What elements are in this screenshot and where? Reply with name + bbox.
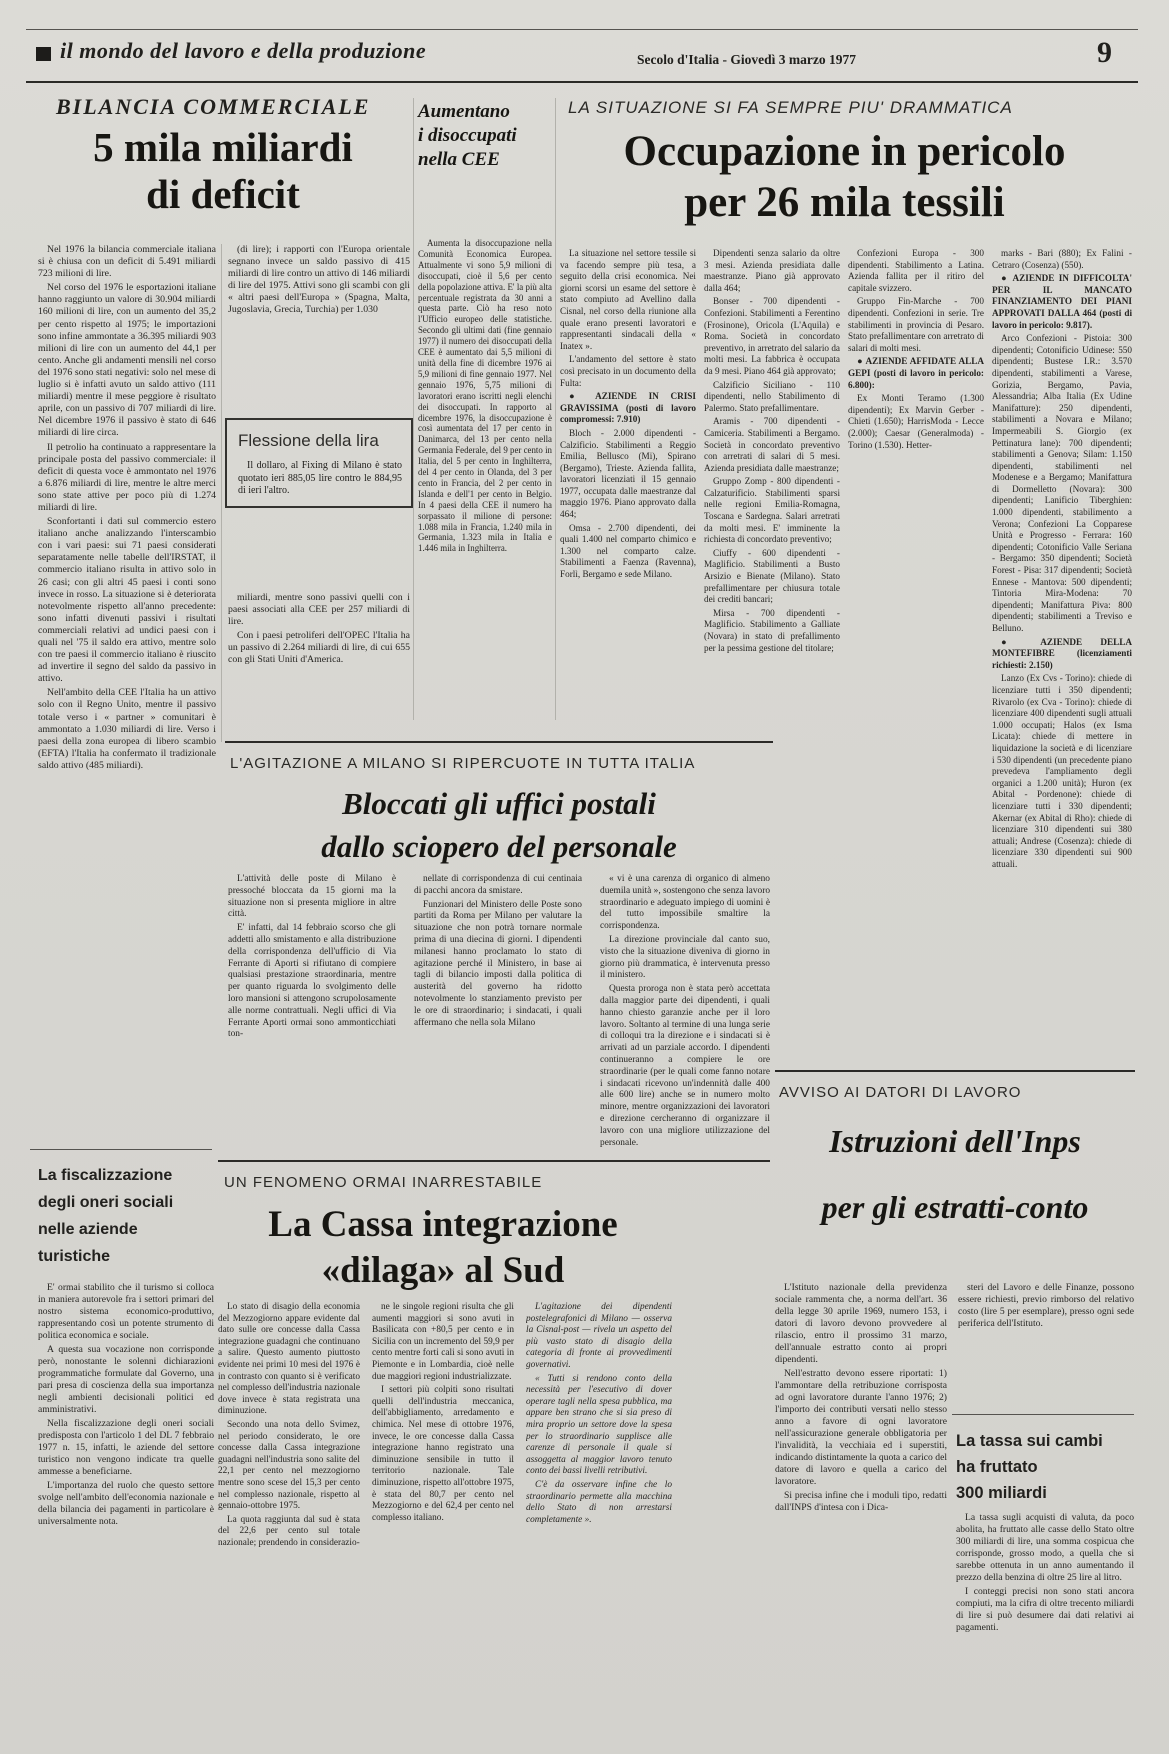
headline-line: degli oneri sociali (38, 1194, 174, 1211)
headline-line: Occupazione in pericolo (623, 128, 1066, 175)
paragraph: A questa sua vocazione non corrisponde però, nonostante le solenni dichiarazioni programmatiche formulate dal Governo, una pari presa di coscienza della sua importanza negli ambienti decisionali politici ed amministrativi. (38, 1344, 214, 1415)
headline-line: Bloccati gli uffici postali (342, 786, 656, 821)
text-column (600, 874, 770, 1162)
currency-box (225, 418, 413, 508)
kicker: UN FENOMENO ORMAI INARRESTABILE (224, 1174, 543, 1191)
paragraph: E' ormai stabilito che il turismo si colloca in maniera autorevole fra i settori primari del nostro sistema economico-produttivo, rappresentando così un potente strumento di politica economica e sociale. (38, 1282, 214, 1341)
headline-line: Istruzioni dell'Inps (829, 1123, 1081, 1159)
paragraph: Lanzo (Ex Cvs - Torino): chiede di licenziare tutti i 350 dipendenti; Rivarolo (ex Cva - Torino): chiede di licenziare 400 dipendenti sugli attuali 1.000 occupati; Halos (ex Isma Licata): chiede di mettere in liquidazione la società e di licenziare i 530 dipendenti (un precedente piano prevedeva l'ampliamento degli organici a 1.200 unità); Huron (ex Abital - Pordenone): chiede di licenziare tutti i 330 dipendenti; Akernar (ex Abital di Rho): chiede di licenziare 310 dipendenti sui 380 attuali; Andrese (Cosenza): chiede di licenziare 330 dipendenti sui 900 attuali. (992, 673, 1132, 869)
paragraph: Nella fiscalizzazione degli oneri sociali predisposta con l'articolo 1 del DL 7 febbraio 1977 n. 15, infatti, le aziende del settore turistico non vengono indicate tra quelle ammesse a beneficiarne. (38, 1418, 214, 1477)
column-divider (221, 244, 222, 742)
paragraph: I conteggi precisi non sono stati ancora compiuti, ma la cifra di oltre trecento miliardi di lire si può desumere dai dati relativi ai pagamenti. (956, 1586, 1134, 1633)
headline-line: 5 mila miliardi (93, 124, 353, 170)
paragraph: Funzionari del Ministero delle Poste sono partiti da Roma per Milano per valutare la situazione che non potrà tornare normale prima di una diecina di giorni. I dipendenti milanesi hanno proclamato lo stato di agitazione perché il Ministero, in base ai tagli di bilancio imposti dalla politica di austerità del governo ha ridotto notevolmente lo stanziamento previsto per le ore di straordinario; i sindacati, i quali affermano che nella sola Milano (414, 899, 582, 1028)
paragraph: marks - Bari (880); Ex Falini - Cetraro (Cosenza) (550). (992, 248, 1132, 270)
paragraph: Nel 1976 la bilancia commerciale italiana si è chiusa con un deficit di 5.491 miliardi 723 milioni di lire. (38, 244, 216, 280)
paragraph: C'è da osservare infine che lo straordinario permette alla macchina dello Stato di non arrestarsi completamente ». (526, 1479, 672, 1525)
paragraph: Il petrolio ha continuato a rappresentare la principale posta del passivo commerciale: il deficit di questa voce è ammontato nel 1976 a 6.876 miliardi di lire, mentre le altre merci sono state attive per poco più di 1.274 miliardi di lire. (38, 441, 216, 513)
section-rule (218, 1160, 770, 1162)
paragraph: Nel corso del 1976 le esportazioni italiane hanno raggiunto un valore di 30.904 miliardi 160 milioni di lire, con un aumento del 35,2 per cento rispetto al 1975; le importazioni sono infine ammontate a 36.395 miliardi 903 milioni di lire con un aumento del 44,1 per cento. Anche gli andamenti mensili nel corso del 1976 sono stati negativi: solo nel mese di luglio si è infatti avuto un saldo attivo (111 miliardi) mentre il mese peggiore è risultato aprile, con un passivo di 707 miliardi di lire. Nel dicembre 1976 il passivo è stato di 646 miliardi di lire circa. (38, 282, 216, 439)
text-column (956, 1512, 1134, 1744)
kicker: LA SITUAZIONE SI FA SEMPRE PIU' DRAMMATICA (568, 98, 1013, 117)
headline (775, 1108, 1135, 1240)
text-column (414, 874, 582, 1162)
text-column (992, 248, 1132, 1064)
headline-line: turistiche (38, 1248, 111, 1265)
headline-line: ha fruttato (956, 1458, 1038, 1476)
paragraph: miliardi, mentre sono passivi quelli con i paesi associati alla CEE per 257 miliardi di lire. (228, 592, 410, 628)
box-body (238, 460, 402, 498)
headline-line: dallo sciopero del personale (321, 829, 677, 864)
headline (214, 1202, 672, 1294)
kicker: AVVISO AI DATORI DI LAVORO (779, 1084, 1022, 1101)
paragraph: I settori più colpiti sono risultati quelli dell'industria meccanica, dell'abbigliamento, arredamento e chimica. Nel mese di ottobre 1976, invece, le ore concesse dalla Cassa integrazione hanno registrato una diminuzione sensibile in tutto il territorio nazionale. Tale diminuzione, rispetto all'ottobre 1975, è stata del 80,7 per cento nel Mezzogiorno e del 62,4 per cento nel complesso italiano. (372, 1385, 514, 1523)
paragraph: Dipendenti senza salario da oltre 3 mesi. Azienda presidiata dalle maestranze. Piano già approvato dalla 464; (704, 248, 840, 293)
headline-line: La Cassa integrazione (268, 1204, 618, 1245)
headline-line: per gli estratti-conto (821, 1189, 1089, 1225)
paragraph: Ciuffy - 600 dipendenti - Maglificio. Stabilimenti a Busto Arsizio e Bienate (Milano). Stato prefallimentare per chiusura totale dei crediti bancari; (704, 547, 840, 605)
headline (30, 124, 416, 218)
kicker: BILANCIA COMMERCIALE (56, 94, 371, 119)
masthead-dateline: Secolo d'Italia - Giovedì 3 marzo 1977 (637, 52, 856, 67)
paragraph: L'importanza del ruolo che questo settore svolge nell'ambito dell'economia nazionale e della bilancia dei pagamenti in particolare è universalmente nota. (38, 1480, 214, 1527)
section-title: il mondo del lavoro e della produzione (60, 38, 427, 63)
paragraph: Aumenta la disoccupazione nella Comunità Economica Europea. Attualmente vi sono 5,9 milioni di disoccupati, cioè il 5,6 per cento della popolazione attiva. E' la più alta percentuale registrata da 30 anni a questa parte. Ciò ha reso noto l'Ufficio europeo delle statistiche. Secondo gli ultimi dati (fine gennaio 1977) il numero dei disoccupati della CEE è aumentato dai 5,5 milioni di unità della fine di dicembre 1976 ai 5,9 milioni di fine gennaio 1977. Nel gennaio 1976, 5,75 milioni di lavoratori erano iscritti negli elenchi dei disoccupati. In rapporto al dicembre 1976, la disoccupazione è così aumentata del 17 per cento in Danimarca, del 13 per cento nella Germania Federale, del 9 per cento in Italia, del 5 per cento in Inghilterra, del 4 per cento in Olanda, del 3 per cento in Francia, del 2 per cento in Islanda e dell'1 per cento in Belgio. In 4 paesi della CEE il numero ha sorpassato il milione di persone: 1.088 mila in Francia, 1.240 mila in Germania, 1.323 mila in Italia e 1.446 mila in Inghilterra. (418, 238, 552, 554)
text-column (228, 592, 410, 742)
text-column (418, 238, 552, 720)
paragraph: Gruppo Zomp - 800 dipendenti - Calzaturificio. Stabilimenti sparsi nelle regioni Emilia-Romagna, Toscana e Sardegna. Salari arretrati da molti mesi. E' imminente la richiesta di concordato preventivo; (704, 476, 840, 545)
paragraph: Omsa - 2.700 dipendenti, dei quali 1.400 nel comparto chimico e 1.300 nel comparto calze. Stabilimenti a Faenza (Ravenna), Forlì, Bergamo e sede Milano. (560, 522, 696, 580)
paragraph: Confezioni Europa - 300 dipendenti. Stabilimento a Latina. Azienda fallita per il ritiro del capitale svizzero. (848, 248, 984, 293)
paragraph: « vi è una carenza di organico di almeno duemila unità », sostengono che senza lavoro straordinario e adeguato impiego di uomini è del tutto impossibile smaltire la corrispondenza. (600, 874, 770, 932)
text-column (38, 1282, 214, 1744)
paragraph: ● AZIENDE DELLA MONTEFIBRE (licenziamenti richiesti: 2.150) (992, 636, 1132, 670)
paragraph: La tassa sugli acquisti di valuta, da poco abolita, ha fruttato alle casse dello Stato oltre 300 miliardi di lire, una somma cospicua che corrisponde, grosso modo, a quella che si sarebbe ottenuta in un anno aumentando il prezzo della benzina di oltre 25 lire al litro. (956, 1512, 1134, 1583)
headline-line: i disoccupati (418, 125, 517, 146)
text-column (218, 1302, 360, 1746)
headline-line: La fiscalizzazione (38, 1167, 173, 1184)
paragraph: L'attività delle poste di Milano è pressoché bloccata da 15 giorni ma la situazione non si presenta migliore in altre città. (228, 874, 396, 920)
text-column (228, 874, 396, 1162)
paragraph: Calzificio Siciliano - 110 dipendenti, nello Stabilimento di Palermo. Stato prefallimentare. (704, 379, 840, 413)
paragraph: L'Istituto nazionale della previdenza sociale rammenta che, a norma dell'art. 36 della legge 30 aprile 1969, numero 153, i datori di lavoro devono provvedere al rilascio, entro il prossimo 31 marzo, dell'annuale estratto conto ai propri dipendenti. (775, 1282, 947, 1365)
paragraph: Secondo una nota dello Svimez, nel periodo considerato, le ore concesse dalla Cassa integrazione guadagni nell'industria sono salite del 22,1 per cento nel mezzogiorno mentre sono scese del 15,3 per cento nel complesso nazionale, rispetto al gennaio-ottobre 1975. (218, 1419, 360, 1512)
text-column (228, 244, 410, 410)
paragraph: Nell'ambito della CEE l'Italia ha un attivo solo con il Regno Unito, mentre il passivo totale verso i « partner » comunitari è ammontato a 1.030 miliardi di lire. Verso i paesi della zona europea di libero scambio (EFTA) l'Italia ha confermato il tradizionale saldo attivo (485 miliardi). (38, 687, 216, 771)
paragraph: Bonser - 700 dipendenti - Confezioni. Stabilimenti a Ferentino (Frosinone), Oricola (L'Aquila) e Roma. Società in concordato preventivo, in arretrato del salario da molti mesi. La fabbrica è occupata da 9 mesi. Piano 464 già approvato; (704, 296, 840, 376)
paragraph: L'agitazione dei dipendenti postelegrafonici di Milano — osserva la Cisnal-post — rivela un aspetto del più vasto stato di disagio della categoria di fronte ai provvedimenti governativi. (526, 1302, 672, 1370)
paragraph: ● AZIENDE AFFIDATE ALLA GEPI (posti di lavoro in pericolo: 6.800): (848, 356, 984, 390)
paragraph: L'andamento del settore è stato così precisato in un documento della Fulta: (560, 354, 696, 388)
text-column (848, 248, 984, 1064)
headline-line: Aumentano (418, 101, 510, 122)
headline-line: nella CEE (418, 149, 500, 170)
column-divider (413, 98, 414, 720)
text-column (560, 248, 696, 736)
text-column (372, 1302, 514, 1746)
paragraph: ● AZIENDE IN CRISI GRAVISSIMA (posti di lavoro compromessi: 7.910) (560, 391, 696, 425)
masthead-rule-bottom (26, 81, 1138, 83)
section-rule (30, 1149, 212, 1150)
headline (956, 1428, 1136, 1506)
text-column (775, 1282, 947, 1744)
paragraph: Nell'estratto devono essere riportati: 1) l'ammontare della retribuzione corrisposta ad ogni lavoratore durante l'anno 1976; 2) l'importo dei contributi versati nello stesso anno a favore di ogni lavoratore nell'assicurazione generale obbligatoria per l'invalidità, la vecchiaia ed i superstiti, indicando distintamente la quota a carico del datore di lavoro e quella a carico del lavoratore. (775, 1368, 947, 1487)
paragraph: Arco Confezioni - Pistoia: 300 dipendenti; Cotonificio Udinese: 550 dipendenti; Bustese I.R.: 3.570 dipendenti, stabilimenti a Varese, Gorizia, Bergamo, Pavia, Alessandria; Alba Italia (Ex Udine Manifatture): 250 dipendenti, stabilimenti a Novara e Milano; Impermeabili S. Giorgio (ex Pettinatura lane): 700 dipendenti; stabilimenti a Genova; Silam: 1.150 dipendenti, stabilimenti nel Modenese e a Bergamo; Manifattura di Dormelletto (Novara): 300 dipendenti; Lanificio Tiberghien: 1.000 dipendenti, stabilimento a Verona; Confezioni La Copparese Unità e Progresso - Ferrara: 160 dipendenti; Cotonificio Valle Seriana - Bergamo: 350 dipendenti; Società Forest - Pisa: 317 dipendenti; Società Ennese - Mantova: 500 dipendenti; Tintoria Mira-Modena: 70 dipendenti; Manifattura Piva: 800 dipendenti; stabilimenti a Treviso e Belluno. (992, 333, 1132, 633)
paragraph: Questa proroga non è stata però accettata dalla maggior parte dei dipendenti, i quali hanno chiesto garanzie anche per il loro lavoro. Soltanto al termine di una lunga serie di colloqui tra la direzione e i sindacati si è arrivati ad un parziale accordo. I dipendenti continueranno a compiere le ore straordinarie (per le quali come fanno notare i sindacati ricevono un'indennità dalle 400 alle 600 lire) anche se in numero molto minore, mentre organizzazioni dei lavoratori e direzione cercheranno di organizzare il lavoro con una migliore utilizzazione del personale. (600, 984, 770, 1148)
headline-line: di deficit (146, 171, 300, 217)
headline (38, 1162, 216, 1270)
paragraph: La quota raggiunta dal sud è stata del 22,6 per cento sul totale nazionale; prendendo in considerazio- (218, 1514, 360, 1548)
paragraph: Sconfortanti i dati sul commercio estero italiano anche analizzando l'interscambio con i vari paesi: sui 71 paesi considerati separatamente nelle tabelle dell'IRSTAT, il commercio italiano risulta in attivo solo in 26 casi; con gli altri 45 paesi i conti sono invece in rosso. La situazione si è deteriorata notevolmente rispetto all'anno precedente: sono infatti divenuti passivi i risultati commerciali relativi ad undici paesi con i quali nel '75 il saldo era attivo, mentre solo con tre paesi il commercio italiano è riuscito ad invertire il segno del saldo da passivo in attivo. (38, 516, 216, 685)
paragraph: Il dollaro, al Fixing di Milano è stato quotato ieri 885,05 lire contro le 884,95 di ieri l'altro. (238, 460, 402, 496)
headline-line: nelle aziende (38, 1221, 138, 1238)
paragraph: Bloch - 2.000 dipendenti - Calzificio. Stabilimenti a Reggio Emilia, Bellusco (Mi), Spirano (Bergamo), Trieste. Azienda fallita, lavoratori licenziati il 15 gennaio 1977, occupata dalle maestranze dal maggio 1976. Piano approvato dalla 464; (560, 427, 696, 520)
text-column (38, 244, 216, 1150)
paragraph: E' infatti, dal 14 febbraio scorso che gli addetti allo smistamento e alla distribuzione della corrispondenza dell'ufficio di Via Ferrante di Aporti si rifiutano di compiere qualsiasi prestazione straordinaria, mentre per quanto riguarda lo svolgimento delle loro mansioni si attengono scrupolosamente alle norme contrattuali. Negli uffici di Via Ferrante Aporti ormai sono ammonticchiati ton- (228, 923, 396, 1040)
section-rule (225, 741, 773, 743)
headline-line: 300 miliardi (956, 1484, 1047, 1502)
paragraph: Aramis - 700 dipendenti - Camiceria. Stabilimenti a Bergamo. Società in concordato preventivo con arretrati di salari di 5 mesi. Azienda presidiata dalle maestranze; (704, 416, 840, 473)
paragraph: Gruppo Fin-Marche - 700 dipendenti. Confezioni in serie. Tre stabilimenti in provincia di Pesaro. Stato prefallimentare con arretrato di salari di molti mesi. (848, 296, 984, 353)
kicker: L'AGITAZIONE A MILANO SI RIPERCUOTE IN TUTTA ITALIA (230, 755, 696, 772)
section-rule (952, 1414, 1134, 1415)
paragraph: Si precisa infine che i moduli tipo, redatti dall'INPS d'intesa con i Dica- (775, 1490, 947, 1513)
paragraph: Con i paesi petroliferi dell'OPEC l'Italia ha un passivo di 2.264 miliardi di lire, di cui 655 con gli Stati Uniti d'America. (228, 630, 410, 666)
box-title: Flessione della lira (238, 431, 379, 450)
section-marker-icon (36, 47, 51, 61)
text-column (526, 1302, 672, 1746)
paragraph: La situazione nel settore tessile si va facendo sempre più tesa, a seguito della crisi economica. Nei giorni scorsi un esame del settore è stato compiuto ad Avellino dalla Cisnal, nel corso della riunione alla quale erano presenti lavoratori e rappresentanti sindacali della « Inatex ». (560, 248, 696, 351)
headline (228, 782, 770, 868)
headline (552, 126, 1137, 228)
masthead-rule-top (26, 29, 1138, 30)
headline-line: per 26 mila tessili (684, 179, 1005, 226)
paragraph: steri del Lavoro e delle Finanze, possono essere richiesti, previo rimborso del relativo costo (lire 5 per esemplare), presso ogni sede periferica dell'Istituto. (958, 1282, 1134, 1329)
paragraph: nellate di corrispondenza di cui centinaia di pacchi ancora da smistare. (414, 874, 582, 896)
headline-line: La tassa sui cambi (956, 1432, 1103, 1450)
paragraph: Mirsa - 700 dipendenti - Maglificio. Stabilimento a Galliate (Novara) in stato di prefallimento per la pessima gestione del titolare; (704, 607, 840, 653)
paragraph: ne le singole regioni risulta che gli aumenti maggiori si sono avuti in Basilicata con +80,5 per cento e in Sicilia con un incremento del 59,9 per cento mentre forti cali si sono avuti in Piemonte e in Lombardia, cioè nelle due maggiori regioni industrializzate. (372, 1302, 514, 1382)
paragraph: La direzione provinciale dal canto suo, visto che la situazione diveniva di giorno in giorno più drammatica, è intervenuta presso il ministero. (600, 934, 770, 981)
paragraph: ● AZIENDE IN DIFFICOLTA' PER IL MANCATO FINANZIAMENTO DEI PIANI APPROVATI DALLA 464 (posti di lavoro in pericolo: 9.817). (992, 273, 1132, 330)
paragraph: Ex Monti Teramo (1.300 dipendenti); Ex Marvin Gerber - Chieti (1.650); HarrisModa - Lecce (2.000); Caesar (Generalmoda) - Torino (1.530). Hetter- (848, 393, 984, 450)
section-rule (775, 1070, 1135, 1072)
headline (418, 100, 552, 172)
text-column (958, 1282, 1134, 1406)
paragraph: (di lire); i rapporti con l'Europa orientale segnano invece un saldo passivo di 415 miliardi di lire contro un attivo di 146 miliardi di lire del 1975. Attivi sono gli scambi con gli « altri paesi dell'Europa » (Spagna, Malta, Jugoslavia, Grecia, Turchia) per 1.030 (228, 244, 410, 316)
headline-line: «dilaga» al Sud (321, 1250, 565, 1291)
paragraph: Lo stato di disagio della economia del Mezzogiorno appare evidente dal dato sulle ore concesse dalla Cassa integrazione guadagni che continuano a salire. Questo aumento piuttosto evidente nei primi 10 mesi del 1976 è in contrasto con quanto si è verificato nel complesso dell'industria nazionale dove invece è stata registrata una diminuzione. (218, 1302, 360, 1417)
paragraph: « Tutti si rendono conto della necessità per l'esecutivo di dover operare tagli nella spesa pubblica, ma appare ben strano che si sia preso di mira proprio un settore dove la spesa per lo straordinario supplisce alle carenze di personale il quale si assoggetta al maggior lavoro tenuto conto dei bassi livelli retributivi. (526, 1373, 672, 1477)
column-divider (555, 98, 556, 720)
page-number: 9 (1097, 36, 1112, 69)
